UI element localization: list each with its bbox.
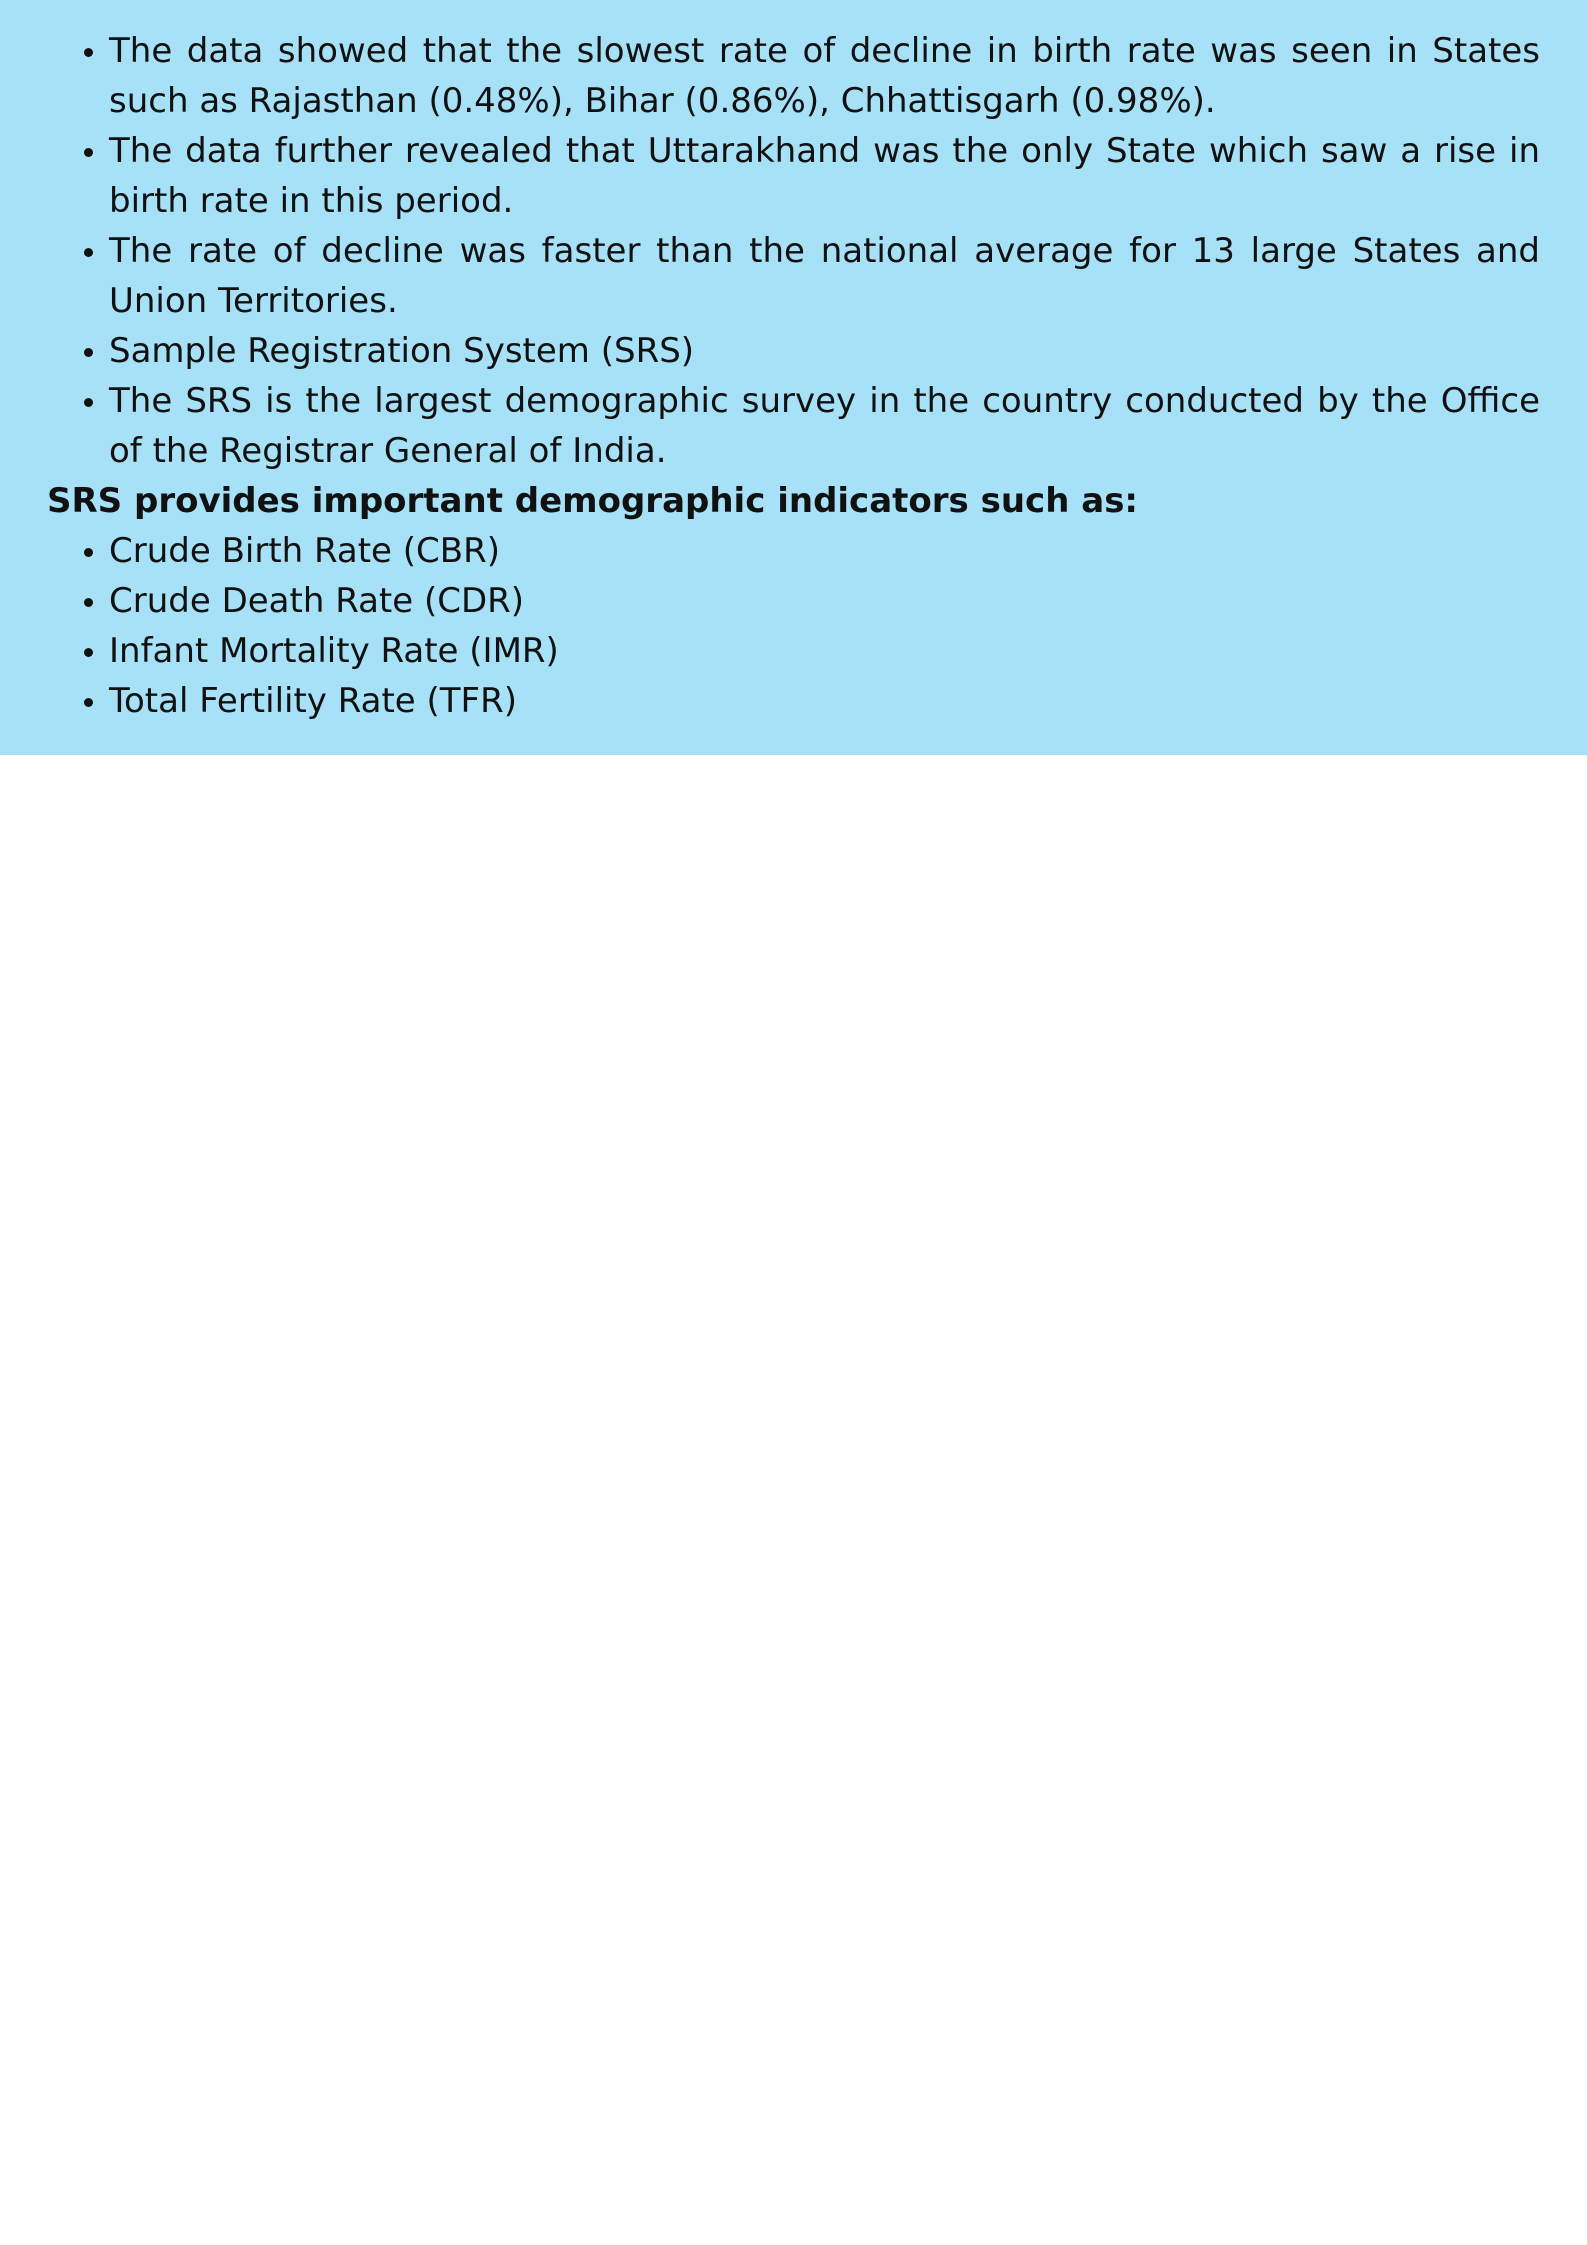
list-item: • The rate of decline was faster than the national average for 13 large States and Union Territories. xyxy=(109,226,1540,326)
list-item: • The data showed that the slowest rate of decline in birth rate was seen in States such as Rajasthan (0.48%), Bihar (0.86%), Chhattisgarh (0.98%). xyxy=(109,26,1540,126)
list-item: • The data further revealed that Uttarakhand was the only State which saw a rise in birth rate in this period. xyxy=(109,126,1540,226)
list-item: • The SRS is the largest demographic survey in the country conducted by the Office of the Registrar General of India. xyxy=(109,376,1540,476)
list-item: • Total Fertility Rate (TFR) xyxy=(109,676,1540,726)
findings-list xyxy=(47,26,1540,476)
info-panel xyxy=(0,0,1587,755)
list-item: • Crude Birth Rate (CBR) xyxy=(109,526,1540,576)
list-item: • Infant Mortality Rate (IMR) xyxy=(109,626,1540,676)
section-heading: SRS provides important demographic indicators such as: xyxy=(47,481,1139,521)
list-item: • Sample Registration System (SRS) xyxy=(109,326,1540,376)
list-item: • Crude Death Rate (CDR) xyxy=(109,576,1540,626)
indicators-list xyxy=(47,526,1540,726)
